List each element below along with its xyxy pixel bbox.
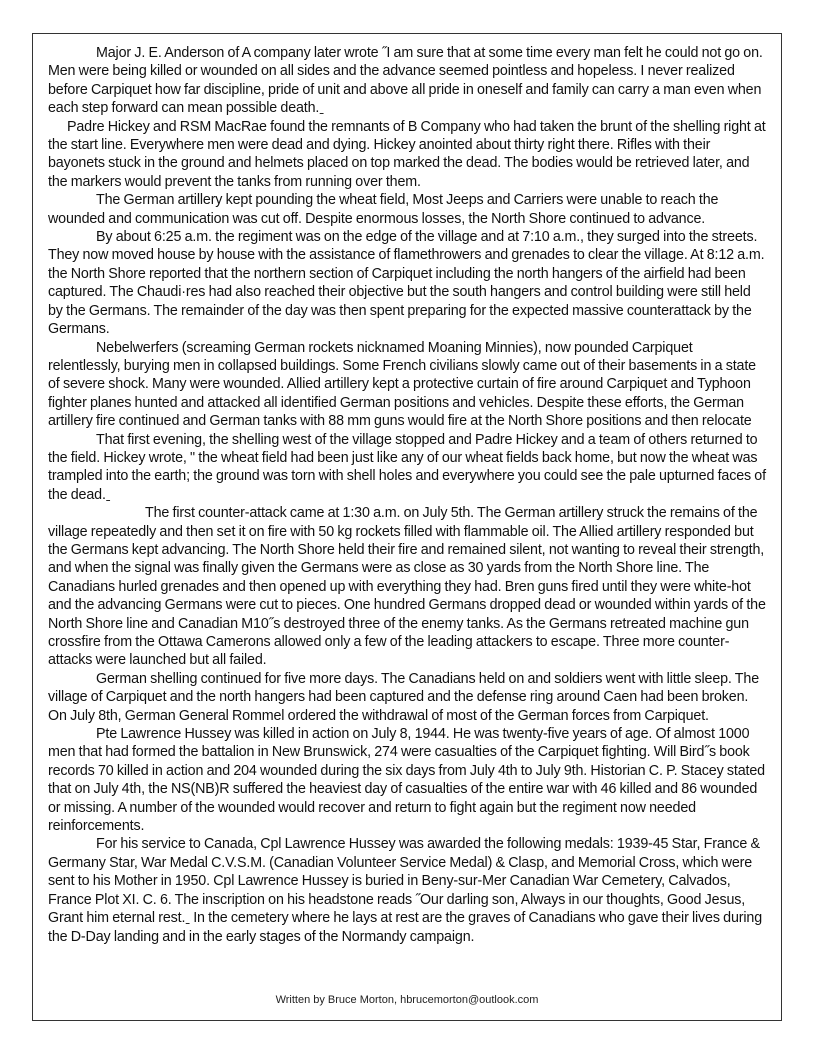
- paragraph: For his service to Canada, Cpl Lawrence Hussey was awarded the following medals: 1939-45 Star, France & Germany Star, War Medal C.V.S.M. (Canadian Volunteer Service Medal) & Clasp, and Memorial Cross, which were sent to his Mother in 1950. Cpl Lawrence Hussey is buried in Beny-sur-Mer Canadian War Cemetery, Calvados, France Plot XI. C. 6. The inscription on his headstone reads ˝Our darling son, Always in our thoughts, Good Jesus, Grant him eternal rest.ˍ In the cemetery where he lays at rest are the graves of Canadians who gave their lives during the D-Day landing and in the early stages of the Normandy campaign.: [48, 836, 763, 945]
- paragraph: Major J. E. Anderson of A company later wrote ˝I am sure that at some time every man felt he could not go on. Men were being killed or wounded on all sides and the advance seemed pointless and hopeless. I never realized before Carpiquet how far discipline, pride of unit and above all pride in oneself and family can carry a man even when each step forward can mean possible death.ˍ: [48, 45, 763, 117]
- paragraph: The first counter-attack came at 1:30 a.m. on July 5th. The German artillery struck the remains of the village repeatedly and then set it on fire with 50 kg rockets filled with flammable oil. The Allied artillery responded but the Germans kept advancing. The North Shore held their fire and remained silent, not wanting to reveal their strength, and when the signal was finally given the Germans were as close as 30 yards from the North Shore line. The Canadians hurled grenades and then opened up with everything they had. Bren guns fired until they were white-hot and the advancing Germans were cut to pieces. One hundred Germans dropped dead or wounded within yards of the North Shore line and Canadian M10˝s destroyed three of the enemy tanks. As the Germans retreated machine gun crossfire from the Ottawa Camerons allowed only a few of the leading attackers to escape. Three more counter-attacks were launched but all failed.: [48, 505, 766, 669]
- footer-credit: Written by Bruce Morton, hbrucemorton@outlook.com: [275, 994, 539, 1006]
- paragraph: Padre Hickey and RSM MacRae found the remnants of B Company who had taken the brunt of the shelling right at the start line. Everywhere men were dead and dying. Hickey anointed about thirty right there. Rifles with their bayonets stuck in the ground and helmets placed on top marked the dead. The bodies would be retrieved later, and the markers would prevent the tanks from running over them.: [48, 118, 766, 190]
- paragraph: By about 6:25 a.m. the regiment was on the edge of the village and at 7:10 a.m., they surged into the streets. They now moved house by house with the assistance of flamethrowers and grenades to clear the village. At 8:12 a.m. the North Shore reported that the northern section of Carpiquet including the north hangers of the airfield had been captured. The Chaudi·res had also reached their objective but the south hangers and control building were still held by the Germans. The remainder of the day was then spent preparing for the expected massive counterattack by the Germans.: [48, 229, 765, 338]
- paragraph: Pte Lawrence Hussey was killed in action on July 8, 1944. He was twenty-five years of age. Of almost 1000 men that had formed the battalion in New Brunswick, 274 were casualties of the Carpiquet fighting. Will Bird˝s book records 70 killed in action and 204 wounded during the six days from July 4th to July 9th. Historian C. P. Stacey stated that on July 4th, the NS(NB)R suffered the heaviest day of casualties of the entire war with 46 killed and 86 wounded or missing. A number of the wounded would recover and return to fight again but the regiment now needed reinforcements.: [48, 726, 765, 835]
- paragraph: The German artillery kept pounding the wheat field, Most Jeeps and Carriers were unable to reach the wounded and communication was cut off. Despite enormous losses, the North Shore continued to advance.: [48, 192, 719, 227]
- paragraph: That first evening, the shelling west of the village stopped and Padre Hickey and a team of others returned to the field. Hickey wrote, " the wheat field had been just like any of our wheat fields back home, but now the wheat was trampled into the earth; the ground was torn with shell holes and everywhere you could see the pale upturned faces of the dead.ˍ: [48, 431, 766, 503]
- document-body: [48, 44, 766, 946]
- paragraph: Nebelwerfers (screaming German rockets nicknamed Moaning Minnies), now pounded Carpiquet relentlessly, burying men in collapsed buildings. Some French civilians slowly came out of their basements in a state of severe shock. Many were wounded. Allied artillery kept a protective curtain of fire around Carpiquet and Typhoon fighter planes hunted and attacked all identified German positions and vehicles. Despite these efforts, the German artillery fire continued and German tanks with 88 mm guns would fire at the North Shore positions and then relocate: [48, 339, 756, 430]
- paragraph: German shelling continued for five more days. The Canadians held on and soldiers went with little sleep. The village of Carpiquet and the north hangers had been captured and the defense ring around Caen had been broken. On July 8th, German General Rommel ordered the withdrawal of most of the German forces from Carpiquet.: [48, 670, 759, 724]
